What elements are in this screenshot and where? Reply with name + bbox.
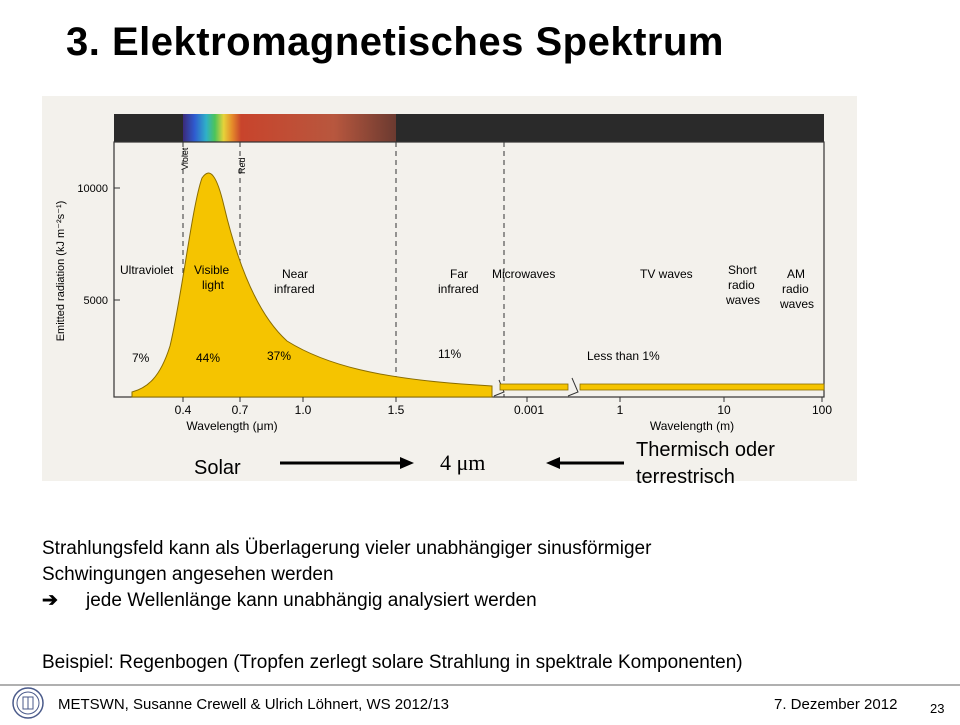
- spectrum-graphic: [42, 96, 857, 481]
- body-line-1: Strahlungsfeld kann als Überlagerung vieler unabhängiger sinusförmiger: [42, 538, 652, 559]
- thermisch-line1: Thermisch oder: [636, 439, 775, 461]
- page-number: 23: [930, 701, 945, 716]
- xlabel-1.5: 1.5: [387, 403, 405, 417]
- region-short-radio-2: radio: [728, 278, 755, 292]
- spectrum-figure: [42, 96, 857, 481]
- region-tv: TV waves: [640, 267, 693, 281]
- example-text: Beispiel: Regenbogen (Tropfen zerlegt solare Strahlung in spektrale Komponenten): [42, 652, 743, 673]
- region-visible-1: Visible: [194, 263, 230, 277]
- marker-red: Red: [237, 157, 247, 174]
- ytick-label-5000: 5000: [83, 295, 108, 307]
- tail-segment-2: [580, 384, 824, 390]
- region-visible-2: light: [202, 278, 225, 292]
- tail-segment-1: [500, 384, 568, 390]
- slide-title: 3. Elektromagnetisches Spektrum: [66, 20, 724, 64]
- region-far-ir-1: Far: [450, 267, 468, 281]
- region-near-ir-1: Near: [282, 267, 309, 281]
- thermisch-label: [636, 437, 775, 491]
- region-am-radio-3: waves: [780, 297, 815, 311]
- xlabel-0.4: 0.4: [174, 403, 192, 417]
- solar-label: Solar: [194, 457, 241, 479]
- marker-violet: Violet: [180, 147, 190, 170]
- body-line-2: Schwingungen angesehen werden: [42, 564, 334, 585]
- xlabel-10: 10: [717, 403, 731, 417]
- four-micron-label: 4 μm: [440, 450, 486, 475]
- xlabel-100: 100: [811, 403, 833, 417]
- arrow-bullet-icon: ➔: [42, 590, 58, 611]
- university-seal-icon: [8, 686, 48, 720]
- x-axis-label-um: Wavelength (μm): [186, 419, 278, 433]
- y-axis-label: Emitted radiation (kJ m⁻²s⁻¹): [55, 200, 67, 342]
- footer-date: 7. Dezember 2012: [774, 696, 898, 713]
- footer-course: METSWN, Susanne Crewell & Ulrich Löhnert, WS 2012/13: [58, 696, 449, 713]
- pct-ultraviolet: 7%: [132, 351, 150, 365]
- thermisch-line2: terrestrisch: [636, 466, 735, 488]
- xlabel-1.0: 1.0: [294, 403, 312, 417]
- ytick-label-10000: 10000: [77, 183, 108, 195]
- region-short-radio-1: Short: [728, 263, 757, 277]
- region-ultraviolet: Ultraviolet: [120, 263, 174, 277]
- pct-near-ir: 37%: [267, 349, 292, 363]
- xlabel-1: 1: [616, 403, 624, 417]
- pct-far-ir: 11%: [438, 347, 462, 361]
- xlabel-0.001: 0.001: [513, 403, 545, 417]
- footer-divider: [0, 684, 960, 686]
- x-axis-label-m: Wavelength (m): [649, 419, 735, 433]
- region-short-radio-3: waves: [726, 293, 761, 307]
- body-line-3: [42, 588, 942, 614]
- infrared-band: [241, 114, 396, 142]
- pct-visible: 44%: [196, 351, 221, 365]
- body-line-3-text: jede Wellenlänge kann unabhängig analysiert werden: [86, 590, 537, 611]
- body-text: [42, 536, 942, 614]
- xlabel-0.7: 0.7: [231, 403, 249, 417]
- visible-band: [183, 114, 241, 142]
- region-microwaves: Microwaves: [492, 267, 556, 281]
- region-far-ir-2: infrared: [438, 282, 479, 296]
- region-am-radio-1: AM: [787, 267, 805, 281]
- region-am-radio-2: radio: [782, 282, 809, 296]
- less-than-label: Less than 1%: [587, 349, 660, 363]
- region-near-ir-2: infrared: [274, 282, 315, 296]
